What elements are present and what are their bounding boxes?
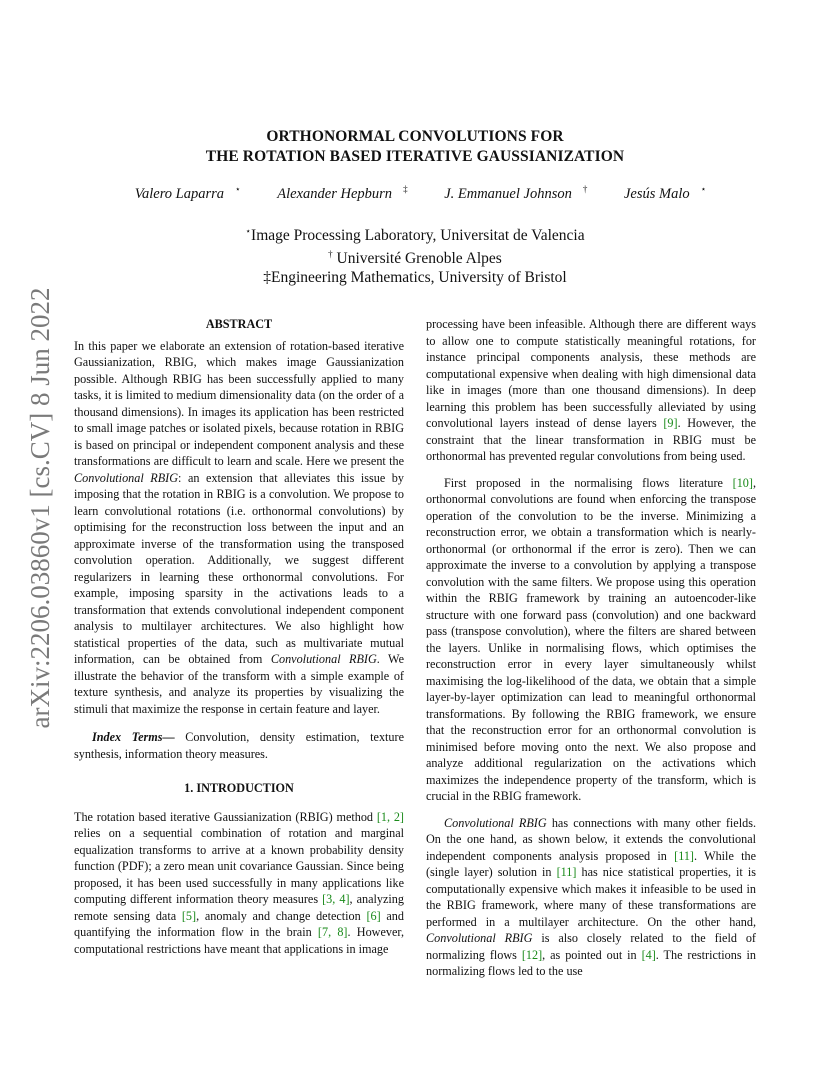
body-paragraph — [426, 815, 756, 980]
citation-link[interactable]: [4] — [641, 947, 656, 962]
author — [613, 186, 706, 202]
affiliation — [130, 268, 700, 287]
affiliation-mark: † — [328, 249, 333, 260]
citation-link[interactable]: [11] — [674, 848, 694, 863]
author — [433, 186, 587, 202]
intro-paragraph — [74, 809, 404, 958]
body-text: processing have been infeasible. Although there are different ways to allow one to compute statistically meaningful rotations, for instance principal components analysis, these methods are computational expensive when dealing with high dimensional data like in images (more than one thousand dimensions). In deep learning this problem has been successfully alleviated by using convolutional layers instead of dense layers — [426, 317, 756, 430]
body-text: . The restrictions in normalizing flows led to the use — [426, 947, 756, 978]
body-text: has nice statistical properties, it is computationally expensive which makes it infeasible to be used in the RBIG framework, where many of these transformations are performed in a multilayer architecture. On the other hand, — [426, 865, 756, 929]
right-column — [426, 316, 756, 980]
abstract-emphasis: Convolutional RBIG — [270, 652, 377, 666]
citation-link[interactable]: [3, 4] — [322, 892, 350, 906]
citation-link[interactable]: [12] — [521, 947, 543, 962]
intro-text: and quantifying the information flow in the brain — [74, 908, 404, 939]
author-name: J. Emmanuel Johnson — [444, 185, 572, 202]
author-mark: ⋆ — [700, 184, 707, 194]
affiliation-mark: ⋆ — [245, 226, 252, 236]
citation-link[interactable]: [7, 8] — [317, 925, 348, 939]
intro-text: relies on a sequential combination of rotation and marginal equalization transforms to arrive at a known probability density function (PDF); a zero mean unit covariance Gaussian. Since being proposed, it has been used successfully in many applications like computing different information theory measures — [74, 826, 404, 906]
abstract-heading: ABSTRACT — [205, 317, 273, 331]
author-name: Valero Laparra — [134, 185, 225, 202]
author-name: Alexander Hepburn — [277, 185, 393, 202]
body-text: . However, the constraint that the linear transformation in RBIG must be orthonormal has prevented regular convolutions from being used. — [426, 416, 756, 463]
index-terms-text: Convolution, density estimation, texture synthesis, information theory measures. — [74, 730, 404, 761]
author-mark: ⋆ — [235, 184, 241, 194]
affiliation — [130, 245, 700, 268]
body-text: is also closely related to the field of normalizing flows — [426, 931, 756, 962]
abstract-text: . We illustrate the behavior of the transform with a simple example of texture synthesis, and analyze its properties by visualizing the stimuli that maximize the response in certain feature and layer. — [74, 652, 404, 716]
author-mark: ‡ — [403, 184, 408, 194]
abstract-emphasis: Convolutional RBIG — [74, 470, 179, 485]
abstract-text: In this paper we elaborate an extension of rotation-based iterative Gaussianization, RBIG, which makes image Gaussianization possible. Although RBIG has been successfully applied to many tasks, it is limited to medium dimensionality data (on the order of a thousand dimensions). In images its application has been restricted to small image patches or isolated pixels, because rotation in RBIG is based on principal or independent component analysis and these transformations are difficult to learn and scale. Here we present the — [74, 338, 404, 468]
citation-link[interactable]: [5] — [181, 908, 197, 923]
author-mark: † — [582, 184, 588, 194]
body-text: First proposed in the normalising flows literature — [444, 475, 733, 490]
arxiv-identifier[interactable]: arXiv:2206.03860v1 [cs.CV] 8 Jun 2022 — [25, 287, 55, 729]
citation-link[interactable]: [11] — [556, 865, 577, 879]
title-line-1: ORTHONORMAL CONVOLUTIONS FOR — [266, 128, 564, 145]
body-text: has connections with many other fields. On the one hand, as shown below, it extends the convolutional independent components analysis proposed in — [426, 815, 756, 863]
author-name: Jesús Malo — [623, 185, 690, 202]
title-line-2: THE ROTATION BASED ITERATIVE GAUSSIANIZATION — [205, 148, 625, 165]
index-terms-label: Index Terms— — [92, 730, 175, 744]
abstract-paragraph — [74, 338, 404, 718]
intro-text: The rotation based iterative Gaussianization (RBIG) method — [74, 809, 377, 824]
intro-text: . However, computational restrictions have meant that applications in image — [74, 925, 404, 956]
body-text: , orthonormal convolutions are found when enforcing the transpose operation of the convolution to be the inverse. Minimizing a reconstruction error, we obtain a transformation which is nearly-orthonormal (or orthonormal if the error is zero). Then we can approximate the inverse to a convolution by applying a transpose convolution with the same filters. We propose using this operation within the RBIG framework by training an autoencoder-like structure with one forward pass (convolution) and one backward pass (transpose convolution), where the filters are shared between the layers. Unlike in normalising flows, which optimises the reconstruction error in every layer simultaneously whilst maximising the log-likelihood of the data, we obtain that a simple layer-by-layer optimization can lead to meaningful orthonormal transformations. By following the RBIG framework, we ensure that the reconstruction error for an orthonormal convolution is minimised before moving onto the next. We also propose and analyze additional regularization on the activations which maximizes the independence property of the transform, which is crucial in the RBIG framework. — [426, 475, 756, 803]
intro-text: , analyzing remote sensing data — [74, 892, 404, 923]
introduction-heading: 1. INTRODUCTION — [184, 781, 294, 795]
left-column — [74, 316, 404, 957]
author — [124, 186, 241, 202]
citation-link[interactable]: [6] — [366, 908, 381, 923]
affiliation-text: ‡Engineering Mathematics, University of Bristol — [263, 269, 567, 287]
affiliation-text: Image Processing Laboratory, Universitat de Valencia — [251, 227, 585, 245]
body-paragraph — [426, 475, 756, 805]
abstract-text: : an extension that alleviates this issue by imposing that the rotation in RBIG is a convolution. We propose to learn convolutional rotations (i.e. orthonormal convolutions) by optimising for the reconstruction loss between the input and an approximate inverse of the transformation using the transposed convolution operation. Additionally, we suggest different regularizers in learning these orthonormal convolutions. For example, imposing sparsity in the activations leads to a transformation that extends convolutional independent component analysis to multilayer architectures. We also highlight how statistical properties of the data, such as multivariate mutual information, can be obtained from — [74, 470, 404, 666]
body-emphasis: Convolutional RBIG — [444, 815, 547, 830]
body-emphasis: Convolutional RBIG — [426, 931, 533, 945]
citation-link[interactable]: [10] — [732, 475, 753, 490]
affiliation — [130, 222, 700, 245]
body-text: , as pointed out in — [542, 947, 642, 962]
paper-title — [130, 127, 700, 167]
body-paragraph — [426, 316, 756, 465]
body-text: . While the (single layer) solution in — [426, 848, 756, 879]
author-list — [100, 184, 730, 203]
intro-text: , anomaly and change detection — [196, 908, 367, 923]
affiliation-text: Université Grenoble Alpes — [332, 250, 502, 268]
index-terms — [74, 729, 404, 762]
affiliations — [130, 222, 700, 287]
citation-link[interactable]: [1, 2] — [376, 809, 404, 824]
author — [266, 186, 407, 202]
citation-link[interactable]: [9] — [663, 416, 678, 430]
